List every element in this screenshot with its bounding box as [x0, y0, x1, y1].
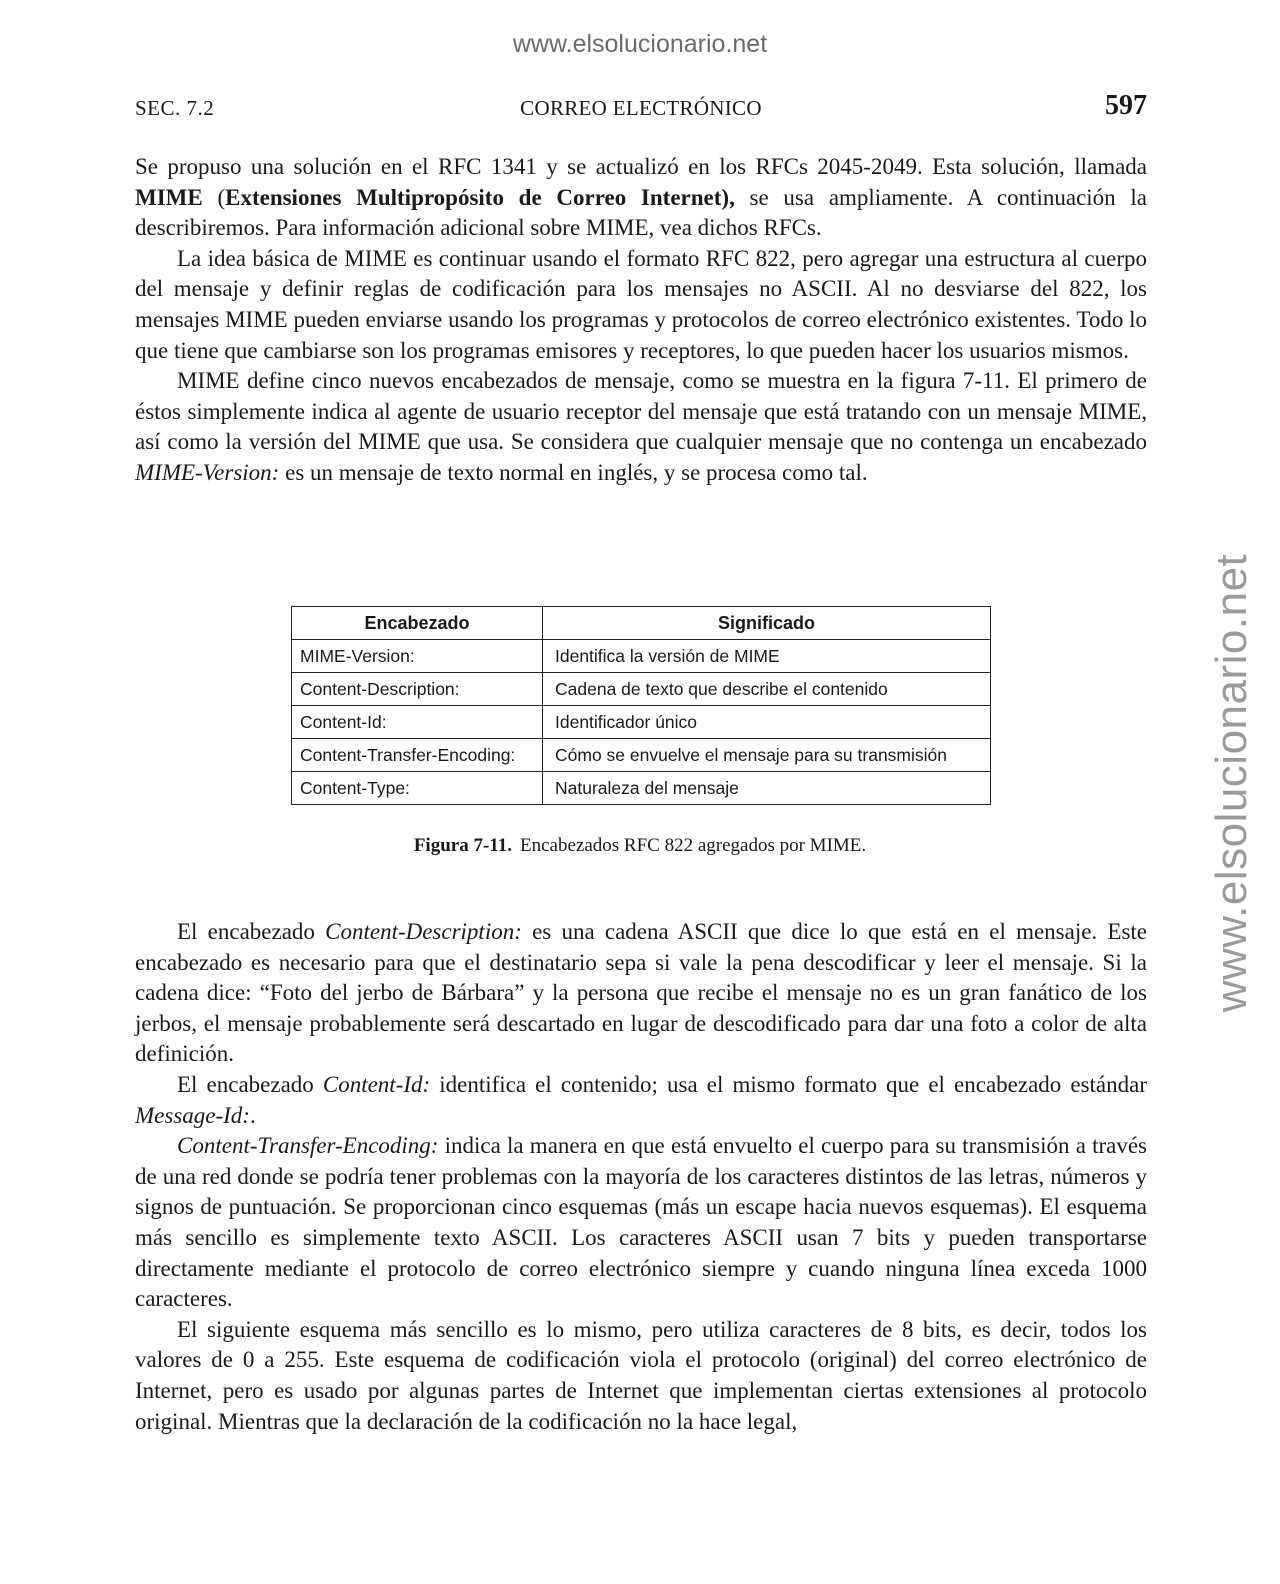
table-row	[292, 640, 991, 673]
figure-caption-text: Encabezados RFC 822 agregados por MIME.	[520, 835, 867, 856]
table-cell: Content-Transfer-Encoding:	[292, 739, 543, 772]
mime-headers-table	[291, 606, 991, 805]
figure-label: Figura 7-11.	[413, 835, 512, 856]
figure-caption	[0, 835, 1280, 857]
paragraph-2: La idea básica de MIME es continuar usando el formato RFC 822, pero agregar una estructura al cuerpo del mensaje y definir reglas de codificación para los mensajes no ASCII. Al no desviarse del 822, los mensajes MIME pueden enviarse usando los programas y protocolos de correo electrónico existentes. Todo lo que tiene que cambiarse son los programas emisores y receptores, lo que pueden hacer los usuarios mismos.	[135, 245, 1147, 363]
paragraph-4: El encabezado Content-Description: es una cadena ASCII que dice lo que está en el mensaje. Este encabezado es necesario para que el destinatario sepa si vale la pena descodificar y leer el mensaje. Si la cadena dice: “Foto del jerbo de Bárbara” y la persona que recibe el mensaje no es un gran fanático de los jerbos, el mensaje probablemente será descartado en lugar de descodificado para dar una foto a color de alta definición.	[135, 919, 1147, 1067]
watermark-top: www.elsolucionario.net	[512, 30, 768, 58]
running-header	[135, 90, 1147, 126]
watermark-side: www.elsolucionario.net	[1207, 553, 1256, 1013]
column-header-significado: Significado	[543, 607, 991, 640]
table-row	[292, 772, 991, 805]
table-header-row	[292, 607, 991, 640]
table-row	[292, 673, 991, 706]
section-number: SEC. 7.2	[135, 96, 215, 120]
table-row	[292, 706, 991, 739]
table-cell: Cadena de texto que describe el contenido	[543, 673, 991, 706]
column-header-encabezado: Encabezado	[292, 607, 543, 640]
table-cell: Naturaleza del mensaje	[543, 772, 991, 805]
paragraph-5: El encabezado Content-Id: identifica el contenido; usa el mismo formato que el encabezado estándar Message-Id:.	[135, 1071, 1147, 1128]
paragraph-3: MIME define cinco nuevos encabezados de mensaje, como se muestra en la figura 7-11. El primero de éstos simplemente indica al agente de usuario receptor del mensaje que está tratando con un mensaje MIME, así como la versión del MIME que usa. Se considera que cualquier mensaje que no contenga un encabezado MIME-Version: es un mensaje de texto normal en inglés, y se procesa como tal.	[135, 368, 1147, 485]
table-cell: Content-Id:	[292, 706, 543, 739]
table-cell: Identificador único	[543, 706, 991, 739]
paragraph-1: Se propuso una solución en el RFC 1341 y se actualizó en los RFCs 2045-2049. Esta solución, llamada MIME (Extensiones Multipropósito de Correo Internet), se usa ampliamente. A continuación la describiremos. Para información adicional sobre MIME, vea dichos RFCs.	[135, 154, 1147, 241]
table-cell: MIME-Version:	[292, 640, 543, 673]
table-cell: Content-Description:	[292, 673, 543, 706]
table-cell: Cómo se envuelve el mensaje para su transmisión	[543, 739, 991, 772]
body-text-top	[135, 152, 1147, 489]
body-text-bottom	[135, 917, 1147, 1437]
table-row	[292, 739, 991, 772]
paragraph-7: El siguiente esquema más sencillo es lo mismo, pero utiliza caracteres de 8 bits, es decir, todos los valores de 0 a 255. Este esquema de codificación viola el protocolo (original) del correo electrónico de Internet, pero es usado por algunas partes de Internet que implementan ciertas extensiones al protocolo original. Mientras que la declaración de la codificación no la hace legal,	[135, 1316, 1147, 1434]
paragraph-6: Content-Transfer-Encoding: indica la manera en que está envuelto el cuerpo para su transmisión a través de una red donde se podría tener problemas con la mayoría de los caracteres distintos de las letras, números y signos de puntuación. Se proporcionan cinco esquemas (más un escape hacia nuevos esquemas). El esquema más sencillo es simplemente texto ASCII. Los caracteres ASCII usan 7 bits y pueden transportarse directamente mediante el protocolo de correo electrónico siempre y cuando ninguna línea exceda 1000 caracteres.	[135, 1133, 1147, 1312]
page-number: 597	[1105, 90, 1147, 121]
table-cell: Content-Type:	[292, 772, 543, 805]
table-cell: Identifica la versión de MIME	[543, 640, 991, 673]
chapter-title: CORREO ELECTRÓNICO	[520, 96, 762, 120]
